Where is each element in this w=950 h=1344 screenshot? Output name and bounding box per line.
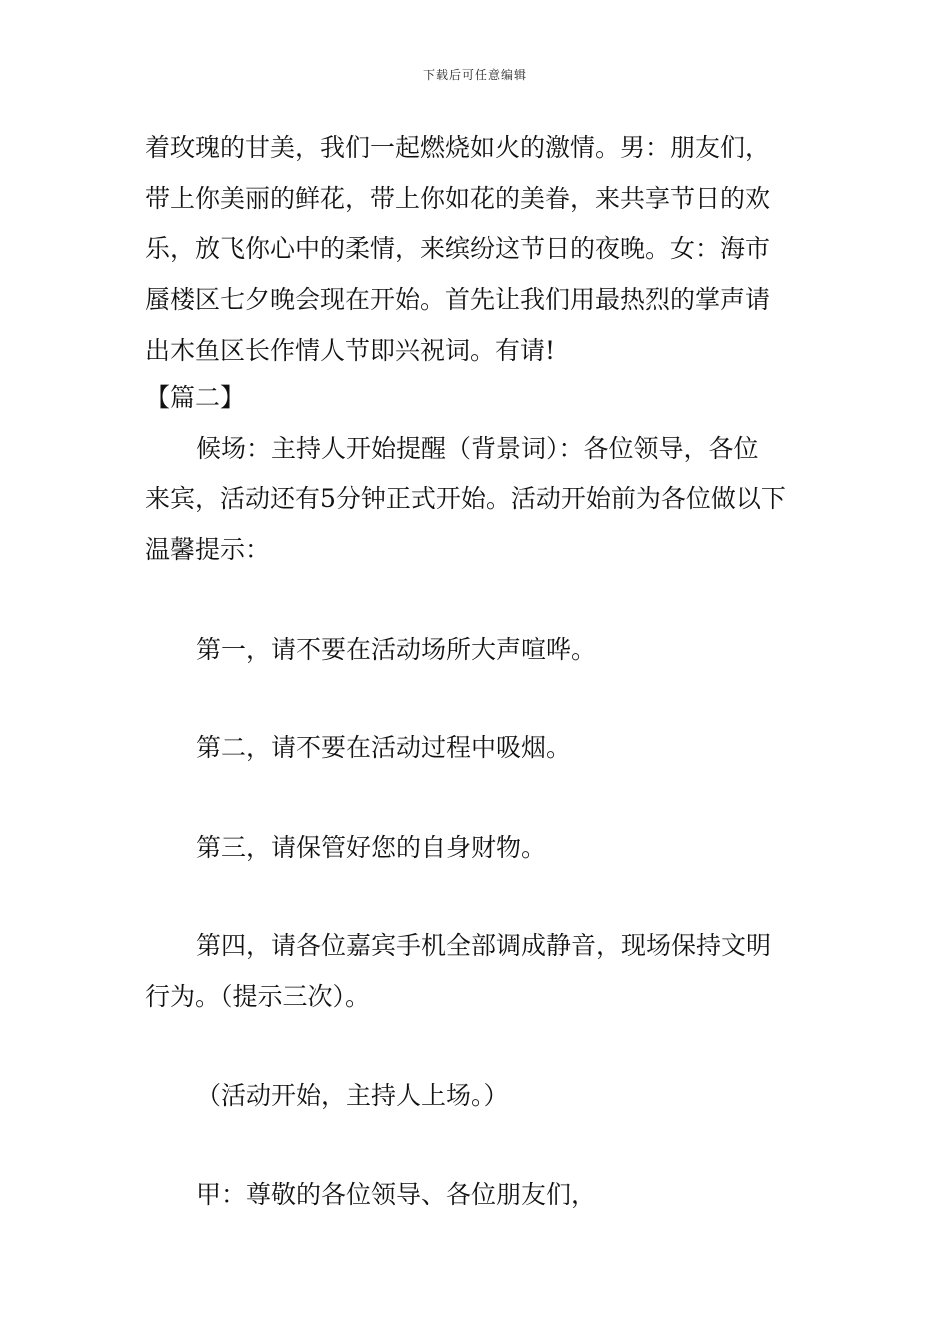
body-line: 第二，请不要在活动过程中吸烟。 [196,733,572,762]
body-line: 第三，请保管好您的自身财物。 [196,833,547,862]
body-line: 候场：主持人开始提醒（背景词）：各位领导，各位 [196,434,759,463]
body-line: 行为。（提示三次）。 [145,982,371,1011]
body-line: 第一，请不要在活动场所大声喧哗。 [196,635,597,664]
body-line: 带上你美丽的鲜花，带上你如花的美眷，来共享节日的欢 [145,184,771,213]
body-line: 乐，放飞你心中的柔情，来缤纷这节日的夜晚。女：海市 [145,234,771,263]
body-line: （活动开始，主持人上场。） [196,1081,509,1110]
page-header: 下载后可任意编辑 [422,68,527,82]
body-line: 蜃楼区七夕晚会现在开始。首先让我们用最热烈的掌声请 [145,285,771,314]
body-line: 温馨提示： [145,535,271,564]
body-line: 出木鱼区长作情人节即兴祝词。有请! [145,336,556,365]
body-line: 第四，请各位嘉宾手机全部调成静音，现场保持文明 [196,931,772,960]
body-line: 着玫瑰的甘美，我们一起燃烧如火的激情。男：朋友们， [145,133,771,162]
section-heading: 【篇二】 [145,383,246,412]
body-line: 来宾，活动还有5分钟正式开始。活动开始前为各位做以下 [145,484,786,513]
body-line: 甲：尊敬的各位领导、各位朋友们， [196,1180,597,1209]
